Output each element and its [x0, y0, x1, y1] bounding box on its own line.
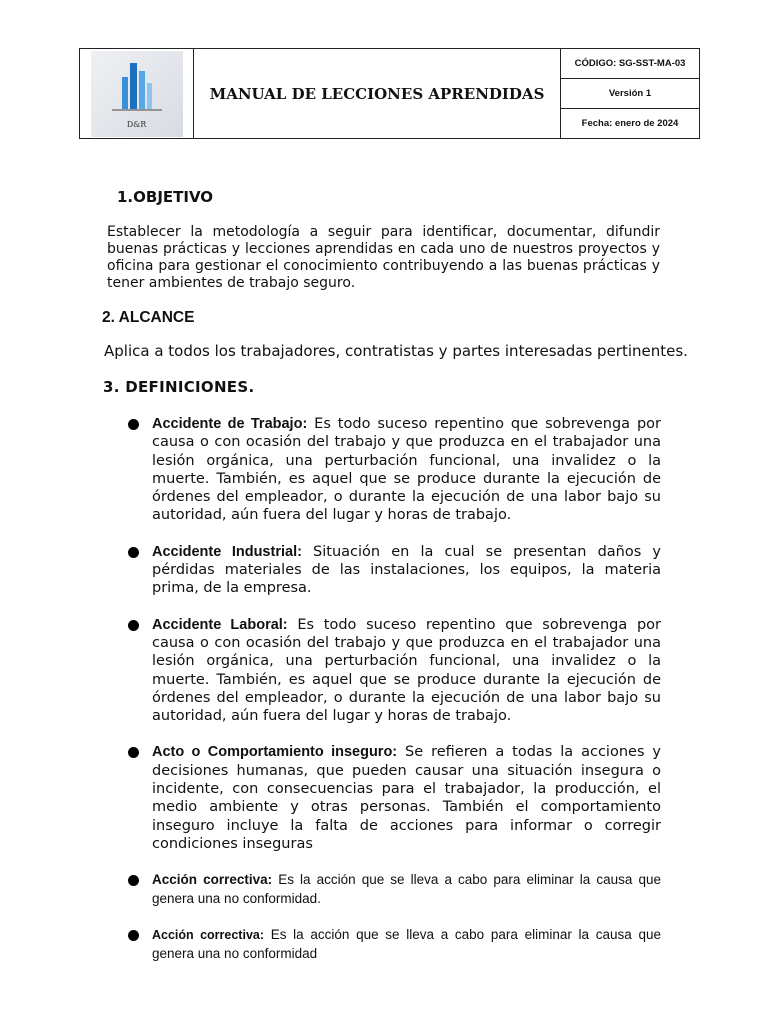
document-code: CÓDIGO: SG-SST-MA-03: [561, 49, 699, 79]
bullet-icon: [128, 930, 139, 941]
bullet-icon: [128, 419, 139, 430]
definition-item: [128, 926, 661, 963]
definition-text: Es todo suceso repentino que sobrevenga por causa o con ocasión del trabajo y que produzca en el trabajador una lesión orgánica, una perturbación funcional, una invalidez o la muerte. También, es aquel que se produce durante la ejecución de órdenes del empleador, o durante la ejecución de una labor bajo su autoridad, aún fuera del lugar y horas de trabajo.: [152, 416, 662, 524]
section-heading-definiciones: 3. DEFINICIONES.: [103, 378, 255, 396]
bullet-icon: [128, 547, 139, 558]
definition-term: Accidente Industrial:: [152, 543, 302, 560]
document-title: MANUAL DE LECCIONES APRENDIDAS: [194, 49, 561, 138]
definition-item: [128, 543, 661, 598]
section-text-alcance: Aplica a todos los trabajadores, contratistas y partes interesadas pertinentes.: [104, 342, 688, 360]
definition-term: Acción correctiva:: [152, 928, 265, 943]
document-header: [79, 48, 700, 139]
definition-text: Es la acción que se lleva a cabo para eliminar la causa que genera una no conformidad.: [152, 872, 662, 906]
section-heading-objetivo: 1.OBJETIVO: [117, 188, 214, 206]
definition-term: Accidente Laboral:: [152, 616, 288, 633]
definition-item: [128, 743, 661, 853]
definition-term: Accidente de Trabajo:: [152, 416, 308, 432]
bullet-icon: [128, 747, 139, 758]
definition-text: Situación en la cual se presentan daños y pérdidas materiales de las instalaciones, los equipos, la materia prima, de la empresa.: [152, 543, 661, 597]
section-text-objetivo: Establecer la metodología a seguir para identificar, documentar, difundir buenas prácticas y lecciones aprendidas en cada uno de nuestros proyectos y oficina para gestionar el conocimiento contribuyendo a las buenas prácticas y tener ambientes de trabajo seguro.: [107, 224, 660, 291]
definition-term: Acción correctiva:: [152, 872, 273, 888]
definition-item: [128, 415, 661, 525]
company-logo: [91, 51, 183, 137]
bullet-icon: [128, 875, 139, 886]
logo-text: D&R: [126, 119, 147, 129]
definitions-list: [128, 415, 661, 981]
bullet-icon: [128, 620, 139, 631]
logo-cell: [80, 49, 194, 138]
definition-item: [128, 616, 661, 726]
definition-term: Acto o Comportamiento inseguro:: [152, 744, 398, 761]
definition-text: Es la acción que se lleva a cabo para eliminar la causa que genera una no conformidad: [152, 927, 661, 961]
document-date: Fecha: enero de 2024: [581, 118, 679, 129]
definition-text: Es todo suceso repentino que sobrevenga por causa o con ocasión del trabajo y que produzca en el trabajador una lesión orgánica, una perturbación funcional, una invalidez o la muerte. También, es aquel que se produce durante la ejecución de órdenes del empleador, o durante la ejecución de una labor bajo su autoridad, aún fuera del lugar y horas de trabajo.: [152, 616, 662, 725]
definition-item: [128, 871, 661, 908]
document-version: Versión 1: [561, 79, 699, 109]
definition-text: Se refieren a todas la acciones y decisiones humanas, que pueden causar una situación insegura o incidente, con consecuencias para el trabajador, la producción, el medio ambiente y otras personas. También el comportamiento inseguro incluye la falta de acciones para informar o corregir condiciones inseguras: [152, 744, 661, 852]
section-heading-alcance: 2. ALCANCE: [102, 309, 195, 326]
document-meta: [561, 49, 699, 138]
building-icon: [112, 59, 162, 111]
